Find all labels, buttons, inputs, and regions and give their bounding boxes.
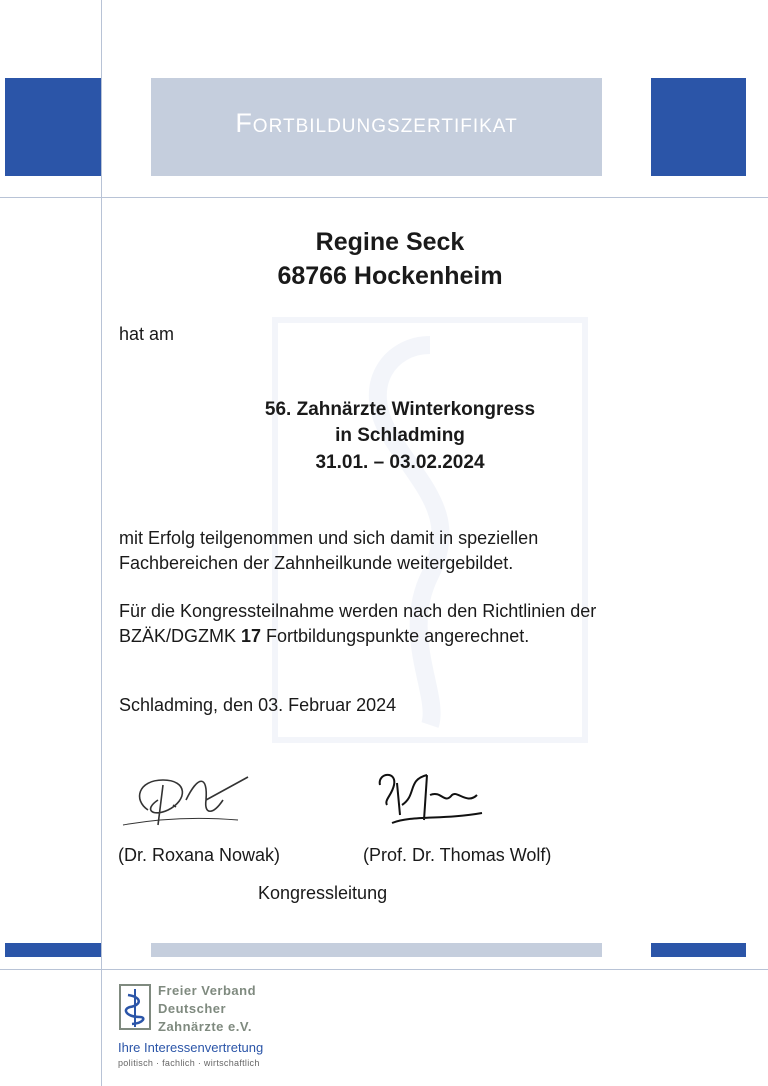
signature-right-icon	[372, 765, 492, 835]
org-name-line-2: Deutscher	[158, 1001, 227, 1016]
credit-line-2	[119, 623, 529, 649]
credit-line-1: Für die Kongressteilnahme werden nach den Richtlinien der	[119, 601, 597, 621]
recipient-name: Regine Seck	[315, 228, 465, 256]
signature-left-icon	[118, 755, 268, 835]
participation-line-1: mit Erfolg teilgenommen und sich damit in speziellen	[119, 528, 539, 548]
footer-block-center	[151, 943, 602, 957]
organization-logo-icon	[118, 983, 158, 1033]
header-rule	[0, 197, 768, 198]
credit-prefix: BZÄK/DGZMK	[119, 626, 242, 646]
org-name-line-1: Freier Verband	[158, 983, 257, 998]
footer-block-left	[5, 943, 101, 957]
signatory-role: Kongressleitung	[258, 883, 388, 903]
intro-text: hat am	[119, 324, 175, 344]
signatory-right-name: (Prof. Dr. Thomas Wolf)	[363, 845, 552, 865]
signatory-left-name: (Dr. Roxana Nowak)	[118, 845, 281, 865]
footer-band	[0, 943, 768, 957]
org-tagline: Ihre Interessenvertretung	[118, 1040, 264, 1055]
recipient-city: 68766 Hockenheim	[277, 262, 503, 290]
org-subtagline: politisch · fachlich · wirtschaftlich	[118, 1058, 260, 1068]
event-dates: 31.01. – 03.02.2024	[315, 452, 485, 473]
header-block-right	[651, 78, 746, 176]
participation-line-2: Fachbereichen der Zahnheilkunde weitergebildet.	[119, 553, 514, 573]
event-name: 56. Zahnärzte Winterkongress	[264, 399, 536, 420]
credit-points: 17	[241, 626, 262, 646]
event-location: in Schladming	[335, 425, 465, 446]
footer-block-right	[651, 943, 746, 957]
header-block-left	[5, 78, 101, 176]
certificate-title: Fortbildungszertifikat	[235, 108, 518, 138]
footer-rule	[0, 969, 768, 970]
header-band	[0, 78, 768, 176]
credit-suffix: Fortbildungspunkte angerechnet.	[261, 626, 530, 646]
place-date: Schladming, den 03. Februar 2024	[119, 695, 397, 715]
org-name-line-3: Zahnärzte e.V.	[158, 1019, 252, 1034]
